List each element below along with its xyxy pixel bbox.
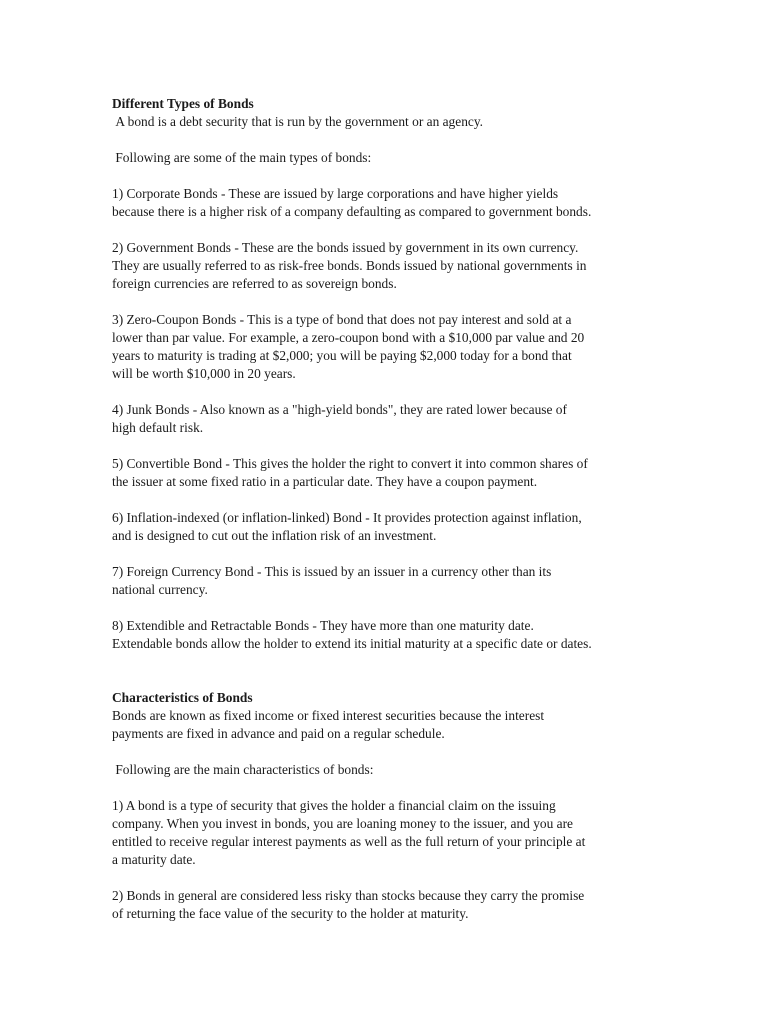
lead-text: Following are some of the main types of bonds:	[112, 150, 372, 165]
paragraph-line: will be worth $10,000 in 20 years.	[112, 366, 296, 381]
paragraph-line: the issuer at some fixed ratio in a particular date. They have a coupon payment.	[112, 474, 538, 489]
paragraph-line: 7) Foreign Currency Bond - This is issued by an issuer in a currency other than its	[112, 564, 552, 579]
bond-type-4	[112, 401, 672, 437]
paragraph-line: 1) Corporate Bonds - These are issued by large corporations and have higher yields	[112, 186, 559, 201]
paragraph-line: Extendable bonds allow the holder to extend its initial maturity at a specific date or dates.	[112, 636, 592, 651]
paragraph-line: 5) Convertible Bond - This gives the holder the right to convert it into common shares of	[112, 456, 588, 471]
paragraph-line: 2) Government Bonds - These are the bonds issued by government in its own currency.	[112, 240, 579, 255]
spacer	[112, 653, 672, 689]
paragraph-line: and is designed to cut out the inflation risk of an investment.	[112, 528, 437, 543]
spacer	[112, 869, 672, 887]
spacer	[112, 779, 672, 797]
characteristics-intro	[112, 707, 672, 743]
spacer	[112, 383, 672, 401]
intro-text: A bond is a debt security that is run by the government or an agency.	[112, 114, 484, 129]
paragraph-line: 2) Bonds in general are considered less risky than stocks because they carry the promise	[112, 888, 585, 903]
bond-type-1	[112, 185, 672, 221]
bond-type-2	[112, 239, 672, 293]
spacer	[112, 437, 672, 455]
paragraph-line: Bonds are known as fixed income or fixed interest securities because the interest	[112, 708, 545, 723]
paragraph-line: They are usually referred to as risk-free bonds. Bonds issued by national governments in	[112, 258, 587, 273]
paragraph-line: 1) A bond is a type of security that gives the holder a financial claim on the issuing	[112, 798, 556, 813]
spacer	[112, 293, 672, 311]
paragraph-line: 6) Inflation-indexed (or inflation-linked) Bond - It provides protection against inflation,	[112, 510, 582, 525]
paragraph-line: 4) Junk Bonds - Also known as a "high-yield bonds", they are rated lower because of	[112, 402, 567, 417]
document-page	[112, 95, 672, 923]
paragraph-line: 3) Zero-Coupon Bonds - This is a type of bond that does not pay interest and sold at a	[112, 312, 572, 327]
paragraph-line: years to maturity is trading at $2,000; you will be paying $2,000 today for a bond that	[112, 348, 572, 363]
spacer	[112, 491, 672, 509]
spacer	[112, 221, 672, 239]
bond-type-7	[112, 563, 672, 599]
spacer	[112, 743, 672, 761]
characteristic-2	[112, 887, 672, 923]
section-heading-types: Different Types of Bonds	[112, 96, 254, 111]
bond-type-6	[112, 509, 672, 545]
spacer	[112, 167, 672, 185]
paragraph-line: 8) Extendible and Retractable Bonds - They have more than one maturity date.	[112, 618, 534, 633]
paragraph-line: high default risk.	[112, 420, 204, 435]
spacer	[112, 545, 672, 563]
paragraph-line: foreign currencies are referred to as sovereign bonds.	[112, 276, 397, 291]
bond-type-8	[112, 617, 672, 653]
paragraph-line: payments are fixed in advance and paid on a regular schedule.	[112, 726, 445, 741]
bond-type-3	[112, 311, 672, 383]
characteristic-1	[112, 797, 672, 869]
spacer	[112, 131, 672, 149]
section-heading-characteristics: Characteristics of Bonds	[112, 690, 253, 705]
paragraph-line: entitled to receive regular interest payments as well as the full return of your principle at	[112, 834, 586, 849]
spacer	[112, 599, 672, 617]
lead-text: Following are the main characteristics of bonds:	[112, 762, 374, 777]
paragraph-line: a maturity date.	[112, 852, 196, 867]
paragraph-line: of returning the face value of the security to the holder at maturity.	[112, 906, 469, 921]
paragraph-line: because there is a higher risk of a company defaulting as compared to government bonds.	[112, 204, 592, 219]
paragraph-line: lower than par value. For example, a zero-coupon bond with a $10,000 par value and 20	[112, 330, 585, 345]
bond-type-5	[112, 455, 672, 491]
paragraph-line: company. When you invest in bonds, you are loaning money to the issuer, and you are	[112, 816, 573, 831]
paragraph-line: national currency.	[112, 582, 208, 597]
